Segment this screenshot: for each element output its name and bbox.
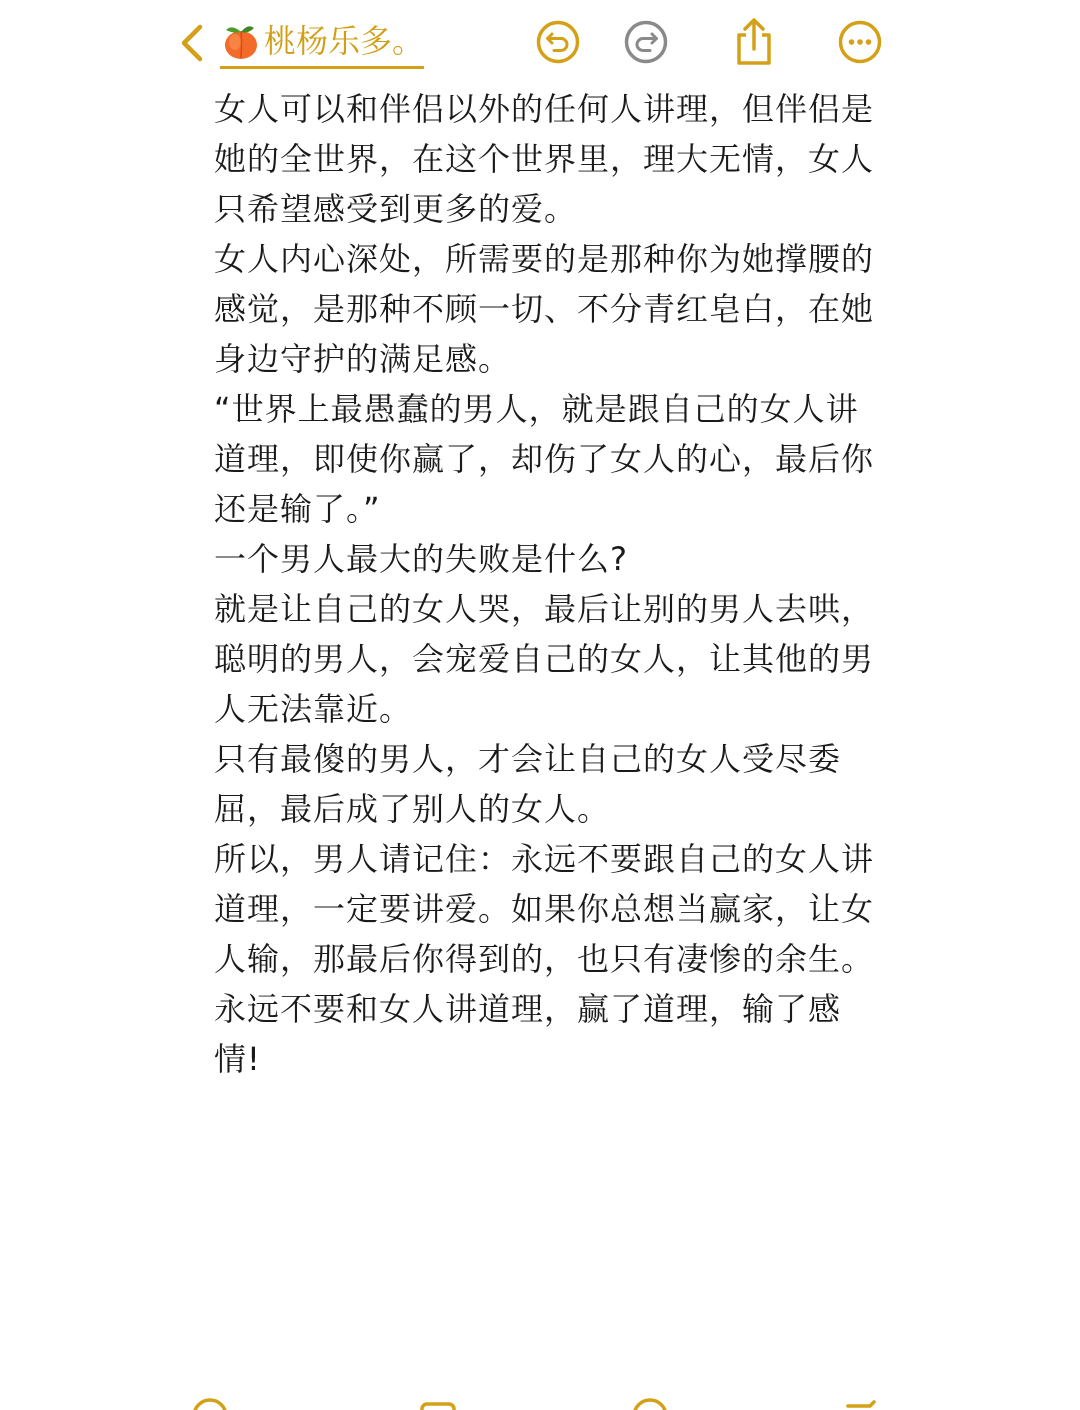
compose-icon[interactable] (840, 1396, 880, 1410)
paragraph: 女人内心深处，所需要的是那种你为她撑腰的感觉，是那种不顾一切、不分青红皂白，在她身边守护的满足感。 (214, 240, 875, 378)
back-button[interactable] (170, 20, 216, 66)
note-body[interactable] (214, 84, 874, 1084)
checklist-icon[interactable] (190, 1396, 230, 1410)
note-toolbar (0, 14, 1080, 74)
note-title-link[interactable] (220, 18, 424, 69)
chevron-left-icon (178, 23, 208, 63)
paragraph: 所以，男人请记住：永远不要跟自己的女人讲道理，一定要讲爱。如果你总想当赢家，让女人输，那最后你得到的，也只有凄惨的余生。 (214, 840, 875, 978)
more-button[interactable] (836, 18, 884, 66)
paragraph: 女人可以和伴侣以外的任何人讲理，但伴侣是她的全世界，在这个世界里，理大无情，女人只希望感受到更多的爱。 (214, 90, 875, 228)
undo-icon (535, 19, 581, 65)
undo-button[interactable] (534, 18, 582, 66)
paragraph: 永远不要和女人讲道理，赢了道理，输了感情! (214, 990, 842, 1078)
note-title: 桃杨乐多。 (264, 22, 425, 60)
share-button[interactable] (730, 18, 778, 66)
bottom-toolbar (0, 1396, 1080, 1410)
paragraph: 就是让自己的女人哭，最后让别的男人去哄，聪明的男人，会宠爱自己的女人，让其他的男人无法靠近。 (214, 590, 875, 728)
redo-icon (623, 19, 669, 65)
more-icon (837, 19, 883, 65)
redo-button[interactable] (622, 18, 670, 66)
share-icon (731, 17, 777, 67)
peach-icon (220, 20, 262, 62)
paragraph: “世界上最愚蠢的男人，就是跟自己的女人讲道理，即使你赢了，却伤了女人的心，最后你还是输了。” (214, 390, 875, 528)
camera-icon[interactable] (418, 1396, 458, 1410)
paragraph: 一个男人最大的失败是什么? (214, 540, 628, 578)
paragraph: 只有最傻的男人，才会让自己的女人受尽委屈，最后成了别人的女人。 (214, 740, 842, 828)
markup-icon[interactable] (630, 1396, 670, 1410)
